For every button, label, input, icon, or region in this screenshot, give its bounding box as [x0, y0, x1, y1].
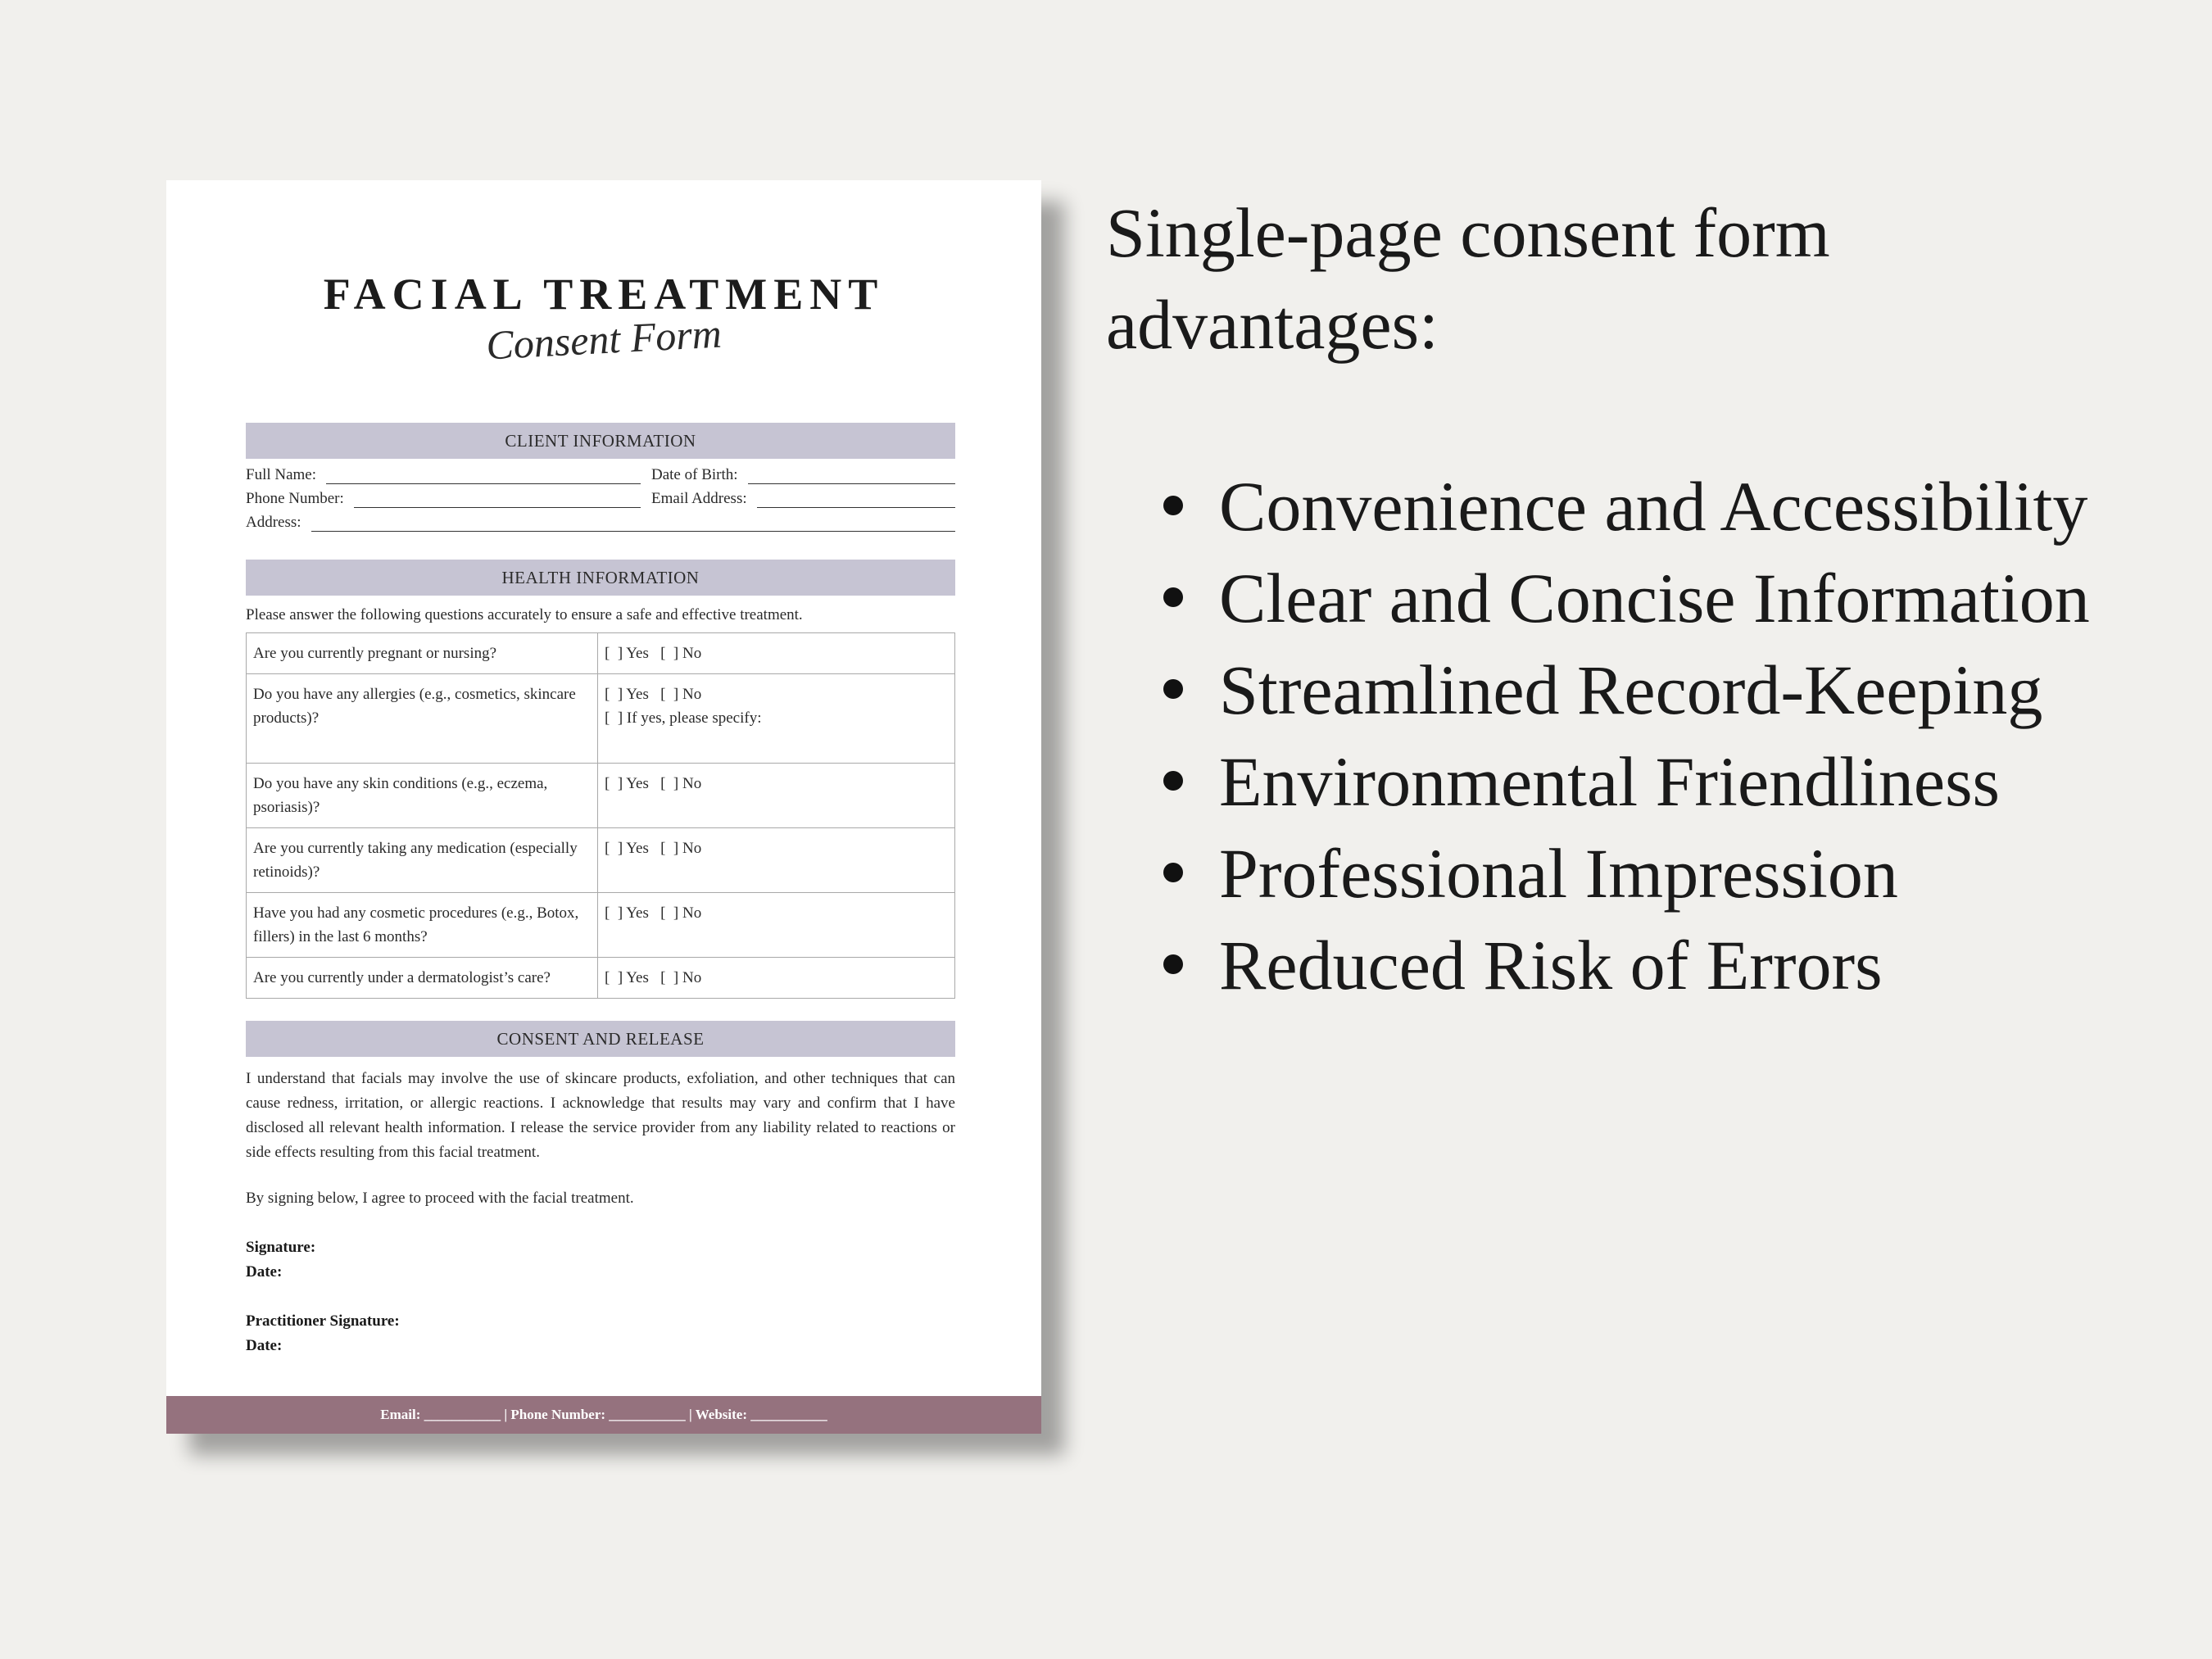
- date-label: Date:: [246, 1263, 283, 1281]
- health-answer-checkboxes[interactable]: [ ] Yes [ ] No: [598, 633, 955, 674]
- full-name-field[interactable]: [246, 463, 641, 484]
- health-information-header: HEALTH INFORMATION: [246, 560, 955, 596]
- consent-form-page: [166, 180, 1041, 1434]
- table-row: [247, 828, 955, 893]
- email-address-label: Email Address:: [651, 490, 747, 507]
- client-information-header: CLIENT INFORMATION: [246, 423, 955, 459]
- bullet-icon: [1163, 679, 1183, 699]
- health-question: Do you have any allergies (e.g., cosmetics, skincare products)?: [247, 674, 598, 764]
- bullet-icon: [1163, 954, 1183, 974]
- table-row: [247, 674, 955, 764]
- health-question: Are you currently taking any medication (especially retinoids)?: [247, 828, 598, 893]
- health-questions-table: [246, 632, 955, 999]
- address-field[interactable]: [246, 510, 955, 532]
- date-of-birth-field[interactable]: [651, 463, 955, 484]
- promo-headline: Single-page consent form advantages:: [1106, 193, 1830, 364]
- health-question: Do you have any skin conditions (e.g., eczema, psoriasis)?: [247, 764, 598, 828]
- address-line[interactable]: [311, 518, 955, 532]
- health-answer-checkboxes[interactable]: [ ] Yes [ ] No: [598, 958, 955, 999]
- table-row: [247, 893, 955, 958]
- bullet-icon: [1163, 771, 1183, 791]
- benefit-text: Convenience and Accessibility: [1219, 467, 2088, 546]
- consent-release-header: CONSENT AND RELEASE: [246, 1021, 955, 1057]
- list-item: [1219, 460, 2212, 552]
- phone-number-line[interactable]: [354, 494, 641, 508]
- phone-number-field[interactable]: [246, 487, 641, 508]
- form-title: FACIAL TREATMENT: [323, 270, 885, 319]
- benefit-text: Reduced Risk of Errors: [1219, 926, 1883, 1004]
- benefit-text: Streamlined Record-Keeping: [1219, 650, 2043, 729]
- phone-number-label: Phone Number:: [246, 490, 344, 507]
- health-intro-text: Please answer the following questions accurately to ensure a safe and effective treatment.: [246, 606, 803, 623]
- table-row: [247, 764, 955, 828]
- list-item: [1219, 552, 2212, 644]
- full-name-label: Full Name:: [246, 466, 317, 483]
- health-answer-checkboxes[interactable]: [ ] Yes [ ] No [ ] If yes, please specify:: [598, 674, 955, 764]
- date-of-birth-line[interactable]: [748, 470, 955, 484]
- list-item: [1219, 644, 2212, 736]
- benefits-list: [1163, 460, 2212, 1011]
- bullet-icon: [1163, 587, 1183, 607]
- email-address-field[interactable]: [651, 487, 955, 508]
- practitioner-signature-label: Practitioner Signature:: [246, 1312, 400, 1330]
- table-row: [247, 633, 955, 674]
- contact-footer: Email: ___________ | Phone Number: ___________ | Website: ___________: [166, 1396, 1041, 1434]
- signature-label: Signature:: [246, 1239, 316, 1256]
- health-answer-checkboxes[interactable]: [ ] Yes [ ] No: [598, 828, 955, 893]
- practitioner-date-label: Date:: [246, 1337, 283, 1354]
- table-row: [247, 958, 955, 999]
- health-question: Are you currently pregnant or nursing?: [247, 633, 598, 674]
- list-item: [1219, 736, 2212, 827]
- consent-agreement-line: By signing below, I agree to proceed with the facial treatment.: [246, 1190, 634, 1207]
- address-label: Address:: [246, 514, 301, 531]
- list-item: [1219, 919, 2212, 1011]
- benefit-text: Clear and Concise Information: [1219, 559, 2090, 637]
- email-address-line[interactable]: [757, 494, 955, 508]
- health-answer-checkboxes[interactable]: [ ] Yes [ ] No: [598, 893, 955, 958]
- list-item: [1219, 827, 2212, 919]
- benefit-text: Environmental Friendliness: [1219, 742, 2001, 821]
- bullet-icon: [1163, 863, 1183, 882]
- bullet-icon: [1163, 496, 1183, 515]
- date-of-birth-label: Date of Birth:: [651, 466, 738, 483]
- health-question: Have you had any cosmetic procedures (e.g., Botox, fillers) in the last 6 months?: [247, 893, 598, 958]
- full-name-line[interactable]: [326, 470, 641, 484]
- health-question: Are you currently under a dermatologist’s care?: [247, 958, 598, 999]
- consent-paragraph: I understand that facials may involve the use of skincare products, exfoliation, and other techniques that can cause redness, irritation, or allergic reactions. I acknowledge that results may vary and confirm that I have disclosed all relevant health information. I release the service provider from any liability related to reactions or side effects resulting from this facial treatment.: [246, 1070, 955, 1161]
- benefit-text: Professional Impression: [1219, 834, 1898, 913]
- health-answer-checkboxes[interactable]: [ ] Yes [ ] No: [598, 764, 955, 828]
- form-subtitle: Consent Form: [484, 310, 723, 369]
